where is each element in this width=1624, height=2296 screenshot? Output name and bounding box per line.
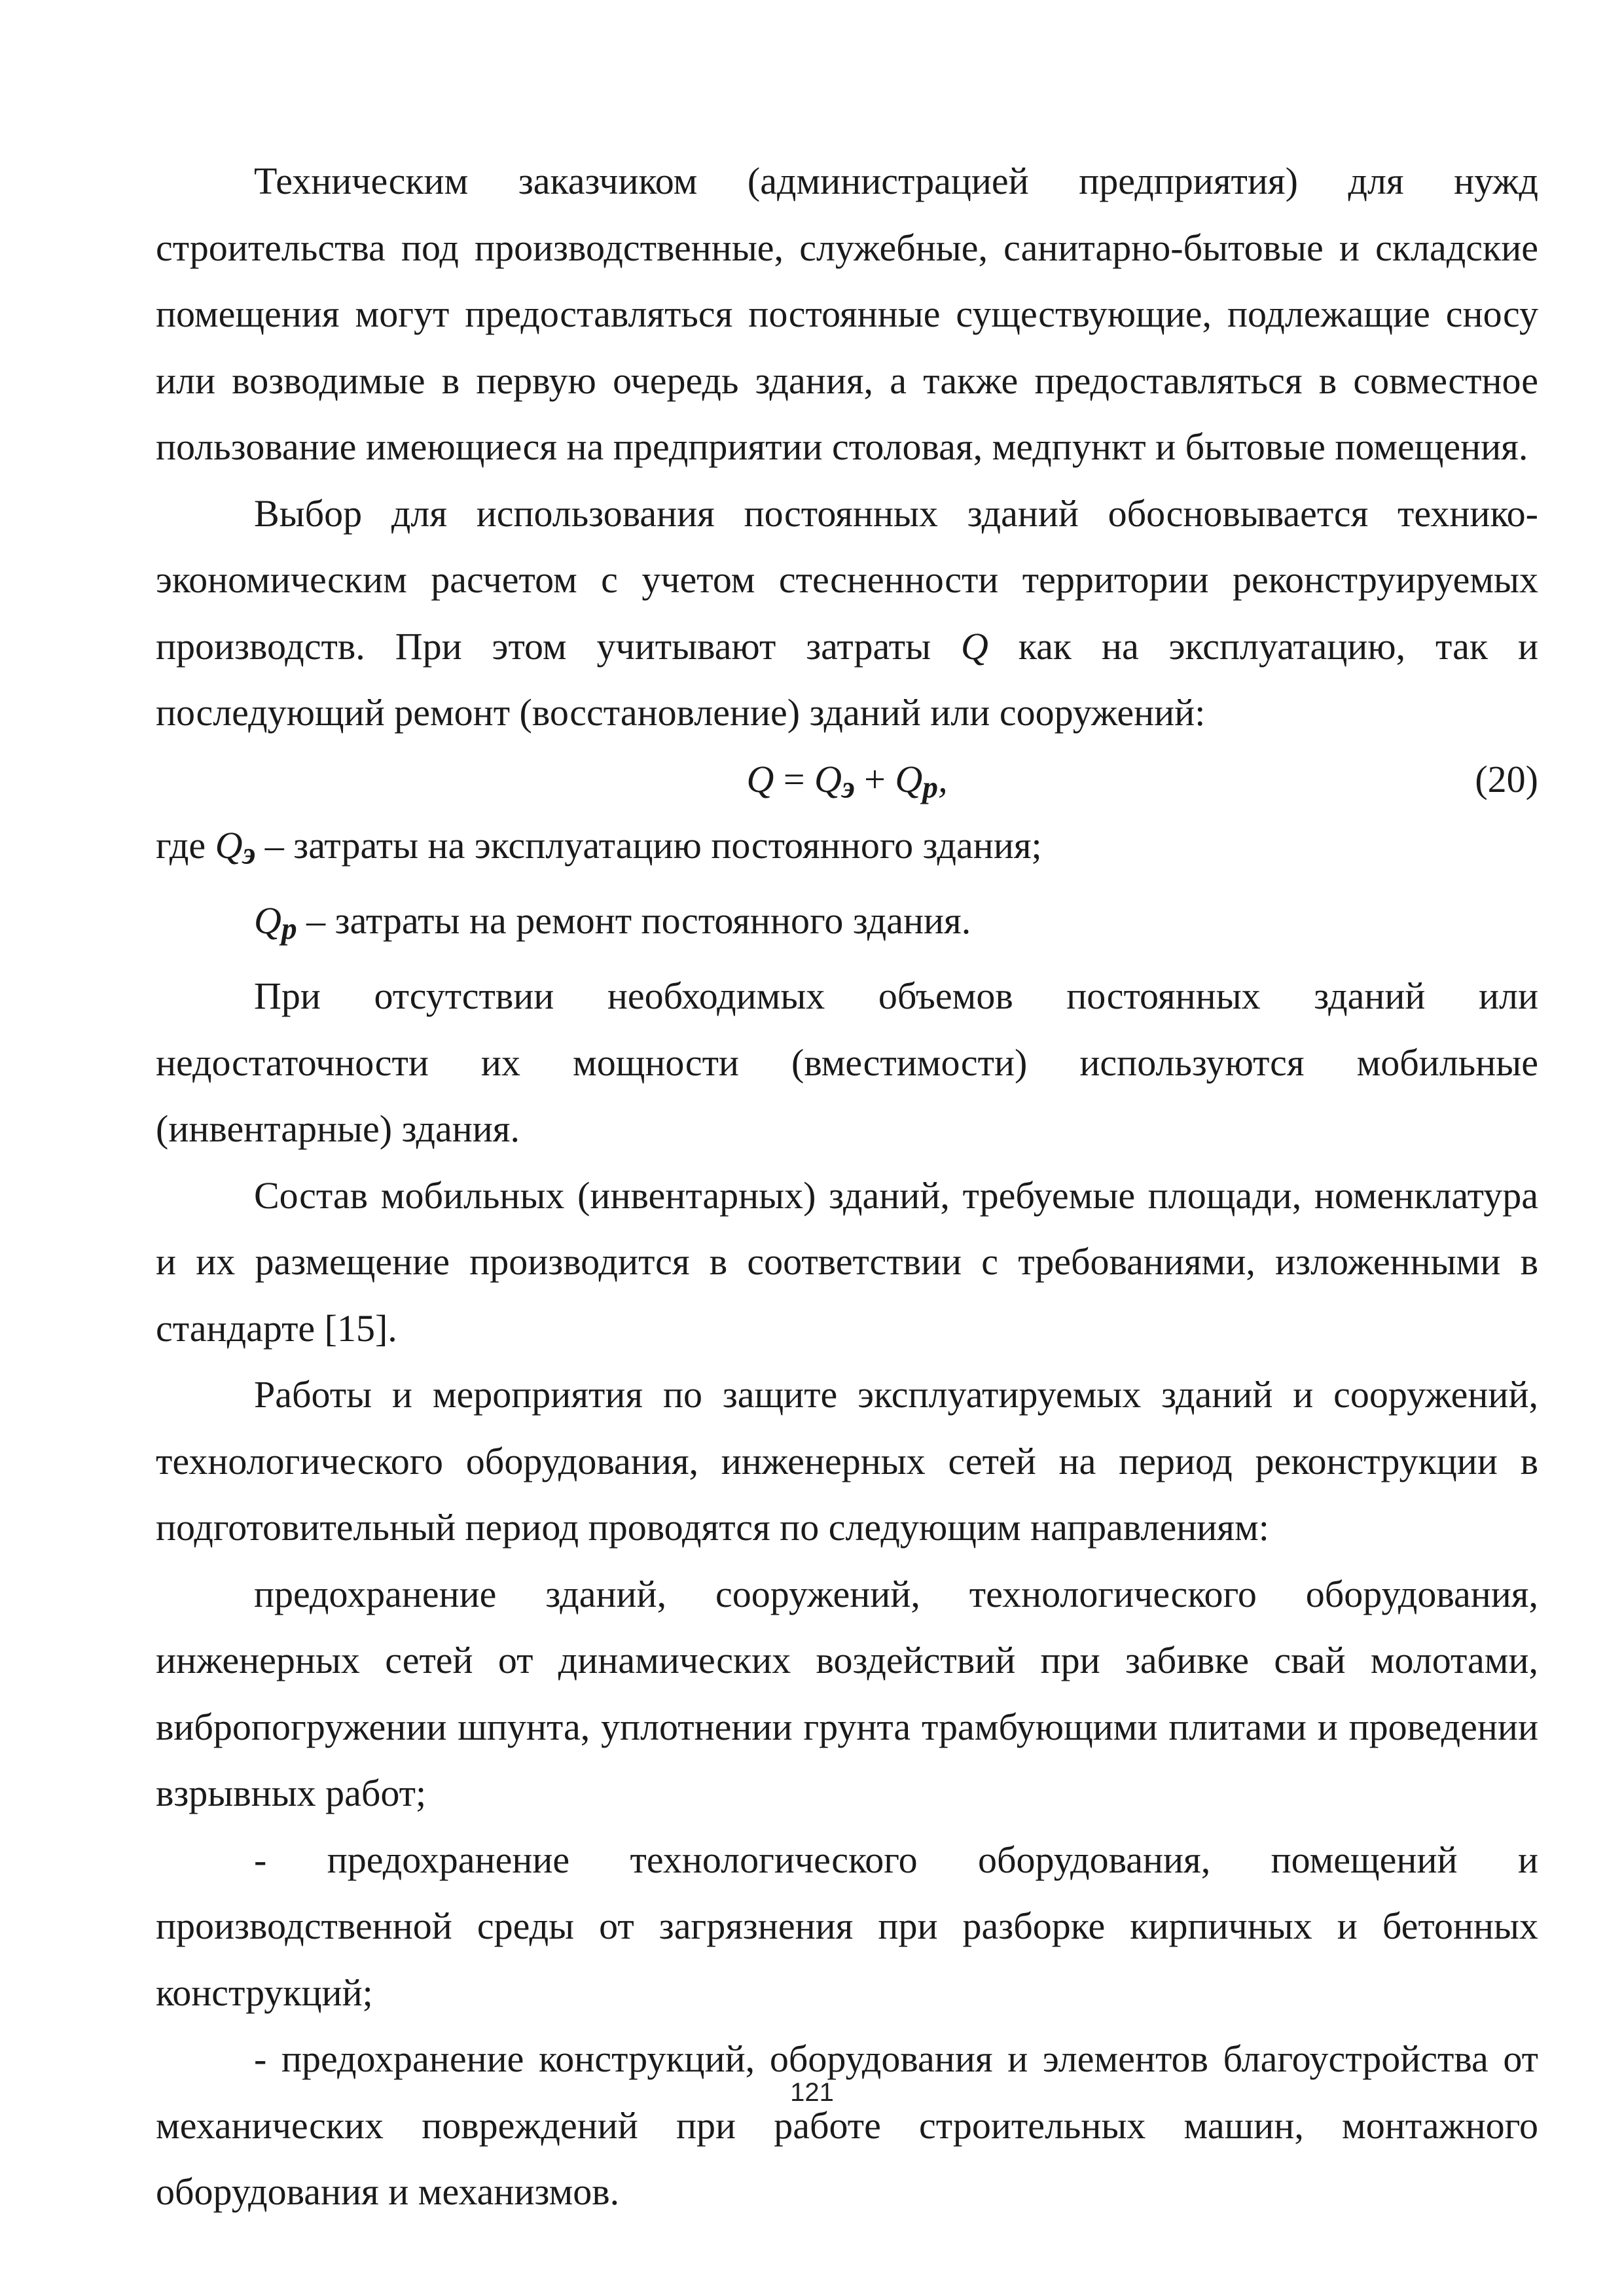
formula-equals: = [774, 757, 815, 800]
list-item-dynamic-protection: предохранение зданий, сооружений, технологического оборудования, инженерных сетей от динамических воздействий при забивке свай молотами, вибропогружении шпунта, уплотнении грунта трамбующими плитами и проведении взрывных работ; [156, 1572, 1538, 1815]
formula-line [156, 746, 1538, 813]
page-number: 121 [790, 2078, 834, 2107]
where-text: – затраты на эксплуатацию постоянного здания; [255, 824, 1042, 867]
formula-subscript-e: э [841, 770, 855, 805]
definition-text: – затраты на ремонт постоянного здания. [297, 899, 971, 942]
symbol-q-repair: Q [254, 899, 281, 942]
formula-number: (20) [1475, 757, 1538, 800]
paragraph-mobile-composition: Состав мобильных (инвентарных) зданий, требуемые площади, номенклатура и их размещение производится в соответствии с требованиями, изложенными в стандарте [15]. [156, 1174, 1538, 1350]
subscript-e: э [242, 836, 256, 871]
formula-plus: + [854, 757, 895, 800]
formula-comma: , [938, 757, 948, 800]
formula-subscript-r: р [922, 770, 939, 805]
formula-lhs: Q [746, 757, 774, 800]
symbol-q-operation: Q [215, 824, 243, 867]
paragraph-building-selection [156, 480, 1538, 746]
paragraph-text: Выбор для использования постоянных зданий обосновывается технико-экономическим расчетом с учетом стесненности территории реконструируемых производств. При этом учитывают затраты [156, 492, 1538, 668]
list-item-mechanical-protection: - предохранение конструкций, оборудования и элементов благоустройства от механических повреждений при работе строительных машин, монтажного оборудования и механизмов. [156, 2037, 1538, 2214]
paragraph-protection-works: Работы и мероприятия по защите эксплуатируемых зданий и сооружений, технологического оборудования, инженерных сетей на период реконструкции в подготовительный период проводятся по следующим направлениям: [156, 1373, 1538, 1549]
paragraph-mobile-buildings: При отсутствии необходимых объемов постоянных зданий или недостаточности их мощности (вместимости) используются мобильные (инвентарные) здания. [156, 975, 1538, 1151]
body-text [156, 148, 1538, 2225]
formula-q-operation: Q [814, 757, 842, 800]
paragraph-technical-customer: Техническим заказчиком (администрацией предприятия) для нужд строительства под производственные, служебные, санитарно-бытовые и складские помещения могут предоставляться постоянные существующие, подлежащие сносу или возводимые в первую очередь здания, а также предоставляться в совместное пользование имеющиеся на предприятии столовая, медпункт и бытовые помещения. [156, 160, 1538, 468]
symbol-q: Q [960, 624, 988, 668]
formula-q-repair: Q [895, 757, 923, 800]
subscript-r: р [281, 912, 297, 946]
paragraph-text: как на эксплуатацию, так и последующий ремонт (восстановление) зданий или сооружений: [156, 624, 1538, 734]
list-item-contamination-protection: - предохранение технологического оборудования, помещений и производственной среды от загрязнения при разборке кирпичных и бетонных конструкций; [156, 1838, 1538, 2014]
where-definition-operation [156, 812, 1538, 888]
where-prefix: где [156, 824, 215, 867]
formula [156, 746, 1538, 821]
definition-repair [156, 888, 1538, 963]
